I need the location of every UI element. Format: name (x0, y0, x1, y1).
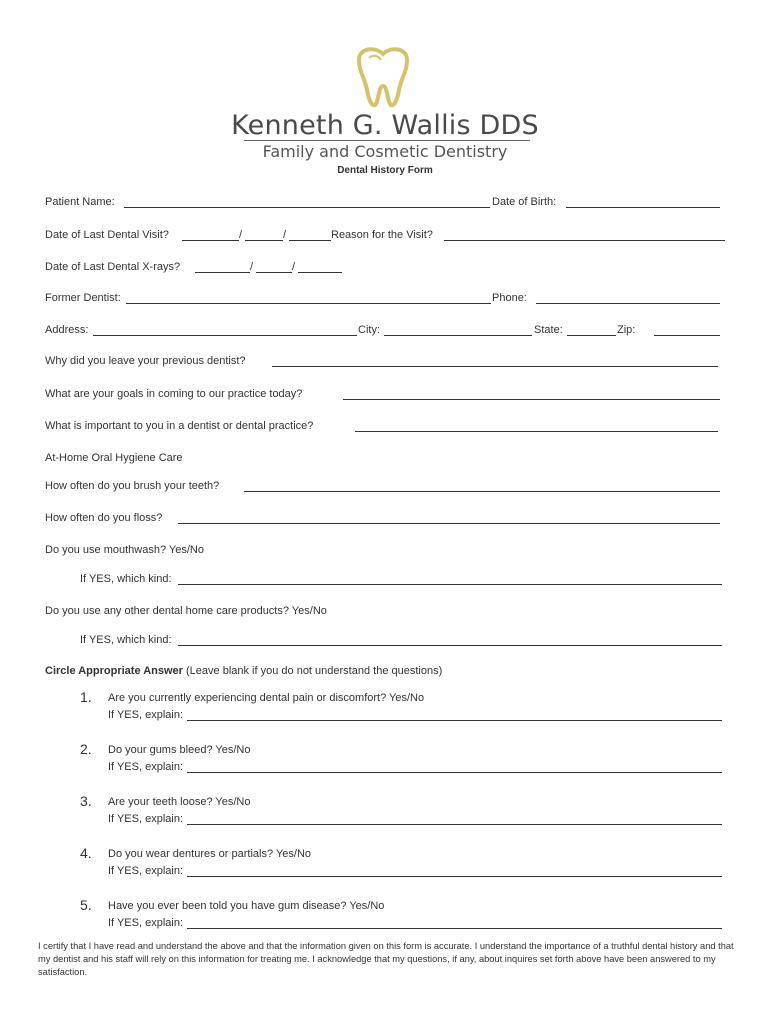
state-label: State: (534, 324, 563, 336)
reason-visit-field[interactable] (444, 240, 725, 241)
date-separator: / (292, 261, 296, 273)
last-xrays-day-field[interactable] (256, 272, 292, 273)
question-number: 1. (80, 689, 92, 705)
question-number: 4. (80, 845, 92, 861)
question-number: 5. (80, 897, 92, 913)
other-kind-label: If YES, which kind: (80, 634, 172, 646)
explain-label: If YES, explain: (108, 865, 184, 877)
important-field[interactable] (355, 431, 718, 432)
last-visit-year-field[interactable] (289, 240, 331, 241)
last-visit-day-field[interactable] (245, 240, 283, 241)
patient-name-label: Patient Name: (45, 196, 115, 208)
practice-subtitle: Family and Cosmetic Dentistry (262, 142, 508, 161)
circle-section-heading: Circle Appropriate Answer (45, 665, 183, 677)
zip-field[interactable] (654, 335, 720, 336)
header-divider (244, 140, 530, 141)
reason-visit-label: Reason for the Visit? (331, 229, 433, 241)
form-title: Dental History Form (337, 165, 433, 176)
last-xrays-label: Date of Last Dental X-rays? (45, 261, 181, 273)
mouthwash-question: Do you use mouthwash? Yes/No (45, 544, 204, 556)
question-text: Do your gums bleed? Yes/No (108, 744, 251, 756)
phone-label: Phone: (492, 292, 527, 304)
question-number: 2. (80, 741, 92, 757)
date-separator: / (239, 229, 243, 241)
address-field[interactable] (93, 335, 357, 336)
city-field[interactable] (384, 335, 532, 336)
explain-label: If YES, explain: (108, 813, 184, 825)
state-field[interactable] (567, 335, 616, 336)
question-text: Are your teeth loose? Yes/No (108, 796, 251, 808)
leave-previous-question: Why did you leave your previous dentist? (45, 355, 246, 367)
date-separator: / (283, 229, 287, 241)
explain-label: If YES, explain: (108, 709, 184, 721)
question-number: 3. (80, 793, 92, 809)
goals-field[interactable] (343, 399, 720, 400)
floss-field[interactable] (178, 523, 720, 524)
explain-field[interactable] (187, 928, 722, 929)
last-visit-month-field[interactable] (182, 240, 239, 241)
former-dentist-label: Former Dentist: (45, 292, 121, 304)
question-text: Do you wear dentures or partials? Yes/No (108, 848, 312, 860)
mouthwash-kind-label: If YES, which kind: (80, 573, 172, 585)
certification-statement: I certify that I have read and understand the above and that the information given on this form is accurate. I understand the importance of a truthful dental history and that my dentist and his staff will rely on this information for treating me. I acknowledge that my questions, if any, about inquires set forth above have been answered to my satisfaction. (38, 941, 734, 977)
explain-field[interactable] (187, 876, 722, 877)
address-label: Address: (45, 324, 89, 336)
date-of-birth-field[interactable] (566, 207, 720, 208)
patient-name-field[interactable] (124, 207, 490, 208)
explain-label: If YES, explain: (108, 917, 184, 929)
last-xrays-month-field[interactable] (195, 272, 250, 273)
circle-section-note: (Leave blank if you do not understand the questions) (186, 665, 443, 677)
date-of-birth-label: Date of Birth: (492, 196, 557, 208)
circle-section-header (45, 665, 442, 677)
hygiene-heading: At-Home Oral Hygiene Care (45, 452, 183, 464)
city-label: City: (358, 324, 380, 336)
last-xrays-year-field[interactable] (298, 272, 342, 273)
date-separator: / (250, 261, 254, 273)
floss-question: How often do you floss? (45, 512, 163, 524)
important-question: What is important to you in a dentist or dental practice? (45, 420, 314, 432)
leave-previous-field[interactable] (272, 366, 718, 367)
explain-field[interactable] (187, 772, 722, 773)
explain-field[interactable] (187, 824, 722, 825)
zip-label: Zip: (617, 324, 636, 336)
last-visit-label: Date of Last Dental Visit? (45, 229, 169, 241)
brush-question: How often do you brush your teeth? (45, 480, 220, 492)
phone-field[interactable] (536, 303, 720, 304)
question-text: Are you currently experiencing dental pain or discomfort? Yes/No (108, 692, 425, 704)
former-dentist-field[interactable] (126, 303, 491, 304)
other-kind-field[interactable] (178, 645, 722, 646)
tooth-logo-icon (353, 46, 413, 110)
explain-field[interactable] (187, 720, 722, 721)
practice-name: Kenneth G. Wallis DDS (231, 110, 539, 141)
other-products-question: Do you use any other dental home care products? Yes/No (45, 605, 327, 617)
goals-question: What are your goals in coming to our practice today? (45, 388, 303, 400)
question-text: Have you ever been told you have gum disease? Yes/No (108, 900, 385, 912)
brush-field[interactable] (244, 491, 720, 492)
mouthwash-kind-field[interactable] (178, 584, 722, 585)
explain-label: If YES, explain: (108, 761, 184, 773)
